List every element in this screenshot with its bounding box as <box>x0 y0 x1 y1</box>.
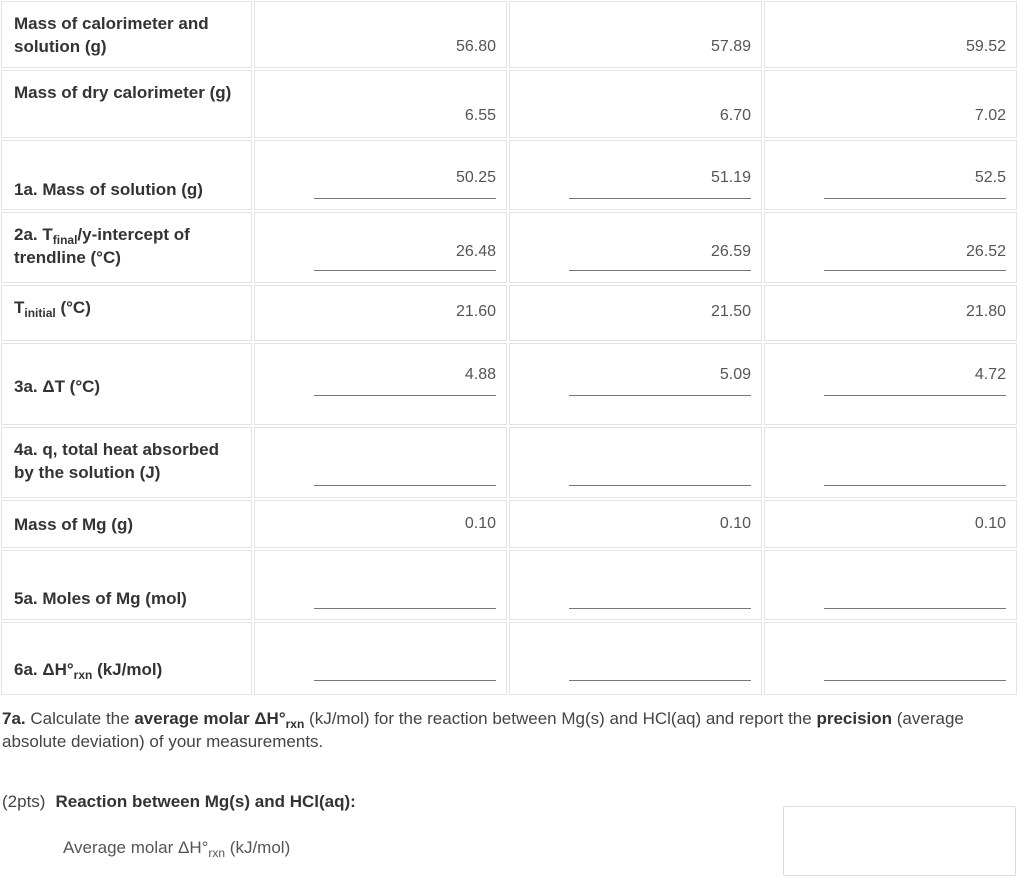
field-value: 52.5 <box>974 169 1006 186</box>
input-underline[interactable] <box>824 270 1006 271</box>
row-label: 2a. $T_{final}/y$-intercept of trendline (°C) <box>14 225 190 267</box>
row-label: 6a. $\Delta H^\circ_{rxn}$ (kJ/mol) <box>14 660 163 682</box>
input-underline[interactable] <box>314 270 496 271</box>
value-cell[interactable] <box>509 622 762 695</box>
row-label-cell <box>1 427 252 498</box>
row-label: 1a. Mass of solution (g) <box>14 180 203 199</box>
value-cell <box>764 285 1017 341</box>
row-label: 4a. q, total heat absorbed by the solution (J) <box>14 440 219 482</box>
table-row <box>0 211 1021 284</box>
input-underline[interactable] <box>569 270 751 271</box>
row-label: 3a. ΔT (°C) <box>14 377 101 396</box>
row-label-cell <box>1 622 252 695</box>
cell-value: 21.60 <box>455 303 496 320</box>
row-label-cell <box>1 343 252 425</box>
input-underline[interactable] <box>824 485 1006 486</box>
field-value: 5.09 <box>719 366 751 383</box>
value-cell <box>254 1 507 68</box>
row-label: Mass of dry calorimeter (g) <box>14 83 232 102</box>
row-label-cell <box>1 212 252 283</box>
field-value: 50.25 <box>455 169 496 186</box>
question-7a-text: 7a. Calculate the average molar $\Delta H^\circ_{rxn}$ (kJ/mol) for the reaction between Mg(s) and HCl(aq) and report the precision (average absolute deviation) of your measurements. <box>2 709 964 751</box>
cell-value: 56.80 <box>455 38 496 55</box>
value-cell[interactable] <box>254 140 507 210</box>
row-label-cell <box>1 1 252 68</box>
field-value: 26.59 <box>710 243 751 260</box>
row-label-cell <box>1 140 252 210</box>
input-underline[interactable] <box>569 485 751 486</box>
input-underline[interactable] <box>569 608 751 609</box>
input-underline[interactable] <box>314 485 496 486</box>
input-underline[interactable] <box>314 198 496 199</box>
table-row <box>0 342 1021 426</box>
cell-value: 0.10 <box>974 515 1006 532</box>
value-cell[interactable] <box>764 550 1017 620</box>
value-cell <box>509 500 762 548</box>
input-underline[interactable] <box>569 395 751 396</box>
input-underline[interactable] <box>569 198 751 199</box>
cell-value: 0.10 <box>464 515 496 532</box>
value-cell <box>764 500 1017 548</box>
row-label-cell <box>1 70 252 138</box>
value-cell <box>254 70 507 138</box>
table-row <box>0 284 1021 342</box>
value-cell[interactable] <box>254 622 507 695</box>
question-number: 7a. <box>2 709 26 728</box>
value-cell <box>509 1 762 68</box>
table-row <box>0 549 1021 621</box>
field-value: 4.72 <box>974 366 1006 383</box>
average-label: Average molar $\Delta H^\circ_{rxn}$ (kJ/mol) <box>63 838 291 860</box>
table-row <box>0 499 1021 549</box>
field-value: 26.52 <box>965 243 1006 260</box>
row-label-cell <box>1 500 252 548</box>
value-cell[interactable] <box>764 212 1017 283</box>
value-cell[interactable] <box>254 212 507 283</box>
value-cell[interactable] <box>509 550 762 620</box>
table-row <box>0 621 1021 696</box>
value-cell <box>509 70 762 138</box>
average-answer-input[interactable] <box>783 806 1016 876</box>
value-cell[interactable] <box>764 427 1017 498</box>
value-cell <box>764 1 1017 68</box>
value-cell <box>509 285 762 341</box>
cell-value: 57.89 <box>710 38 751 55</box>
cell-value: 6.70 <box>719 107 751 124</box>
value-cell[interactable] <box>254 550 507 620</box>
table-row <box>0 426 1021 499</box>
row-label: Mass of Mg (g) <box>14 515 133 534</box>
value-cell[interactable] <box>764 140 1017 210</box>
points-label: (2pts) <box>2 792 46 811</box>
table-row <box>0 69 1021 139</box>
cell-value: 6.55 <box>464 107 496 124</box>
value-cell[interactable] <box>509 212 762 283</box>
row-label: $T_{initial}$ (°C) <box>14 298 91 320</box>
value-cell <box>764 70 1017 138</box>
value-cell[interactable] <box>509 343 762 425</box>
row-label: 5a. Moles of Mg (mol) <box>14 589 187 608</box>
cell-value: 7.02 <box>974 107 1006 124</box>
field-value: 51.19 <box>710 169 751 186</box>
input-underline[interactable] <box>824 198 1006 199</box>
value-cell[interactable] <box>509 427 762 498</box>
cell-value: 21.80 <box>965 303 1006 320</box>
input-underline[interactable] <box>824 608 1006 609</box>
reaction-heading: Reaction between Mg(s) and HCl(aq): <box>55 792 356 811</box>
value-cell[interactable] <box>764 343 1017 425</box>
input-underline[interactable] <box>569 680 751 681</box>
field-value: 4.88 <box>464 366 496 383</box>
table-row <box>0 139 1021 211</box>
row-label: Mass of calorimeter and solution (g) <box>14 14 209 56</box>
points-line <box>2 792 356 812</box>
input-underline[interactable] <box>314 395 496 396</box>
cell-value: 0.10 <box>719 515 751 532</box>
input-underline[interactable] <box>314 680 496 681</box>
input-underline[interactable] <box>824 680 1006 681</box>
table-row <box>0 0 1021 69</box>
value-cell <box>254 285 507 341</box>
cell-value: 59.52 <box>965 38 1006 55</box>
value-cell[interactable] <box>254 343 507 425</box>
row-label-cell <box>1 550 252 620</box>
input-underline[interactable] <box>824 395 1006 396</box>
row-label-cell <box>1 285 252 341</box>
cell-value: 21.50 <box>710 303 751 320</box>
value-cell[interactable] <box>764 622 1017 695</box>
input-underline[interactable] <box>314 608 496 609</box>
value-cell <box>254 500 507 548</box>
field-value: 26.48 <box>455 243 496 260</box>
value-cell[interactable] <box>254 427 507 498</box>
value-cell[interactable] <box>509 140 762 210</box>
